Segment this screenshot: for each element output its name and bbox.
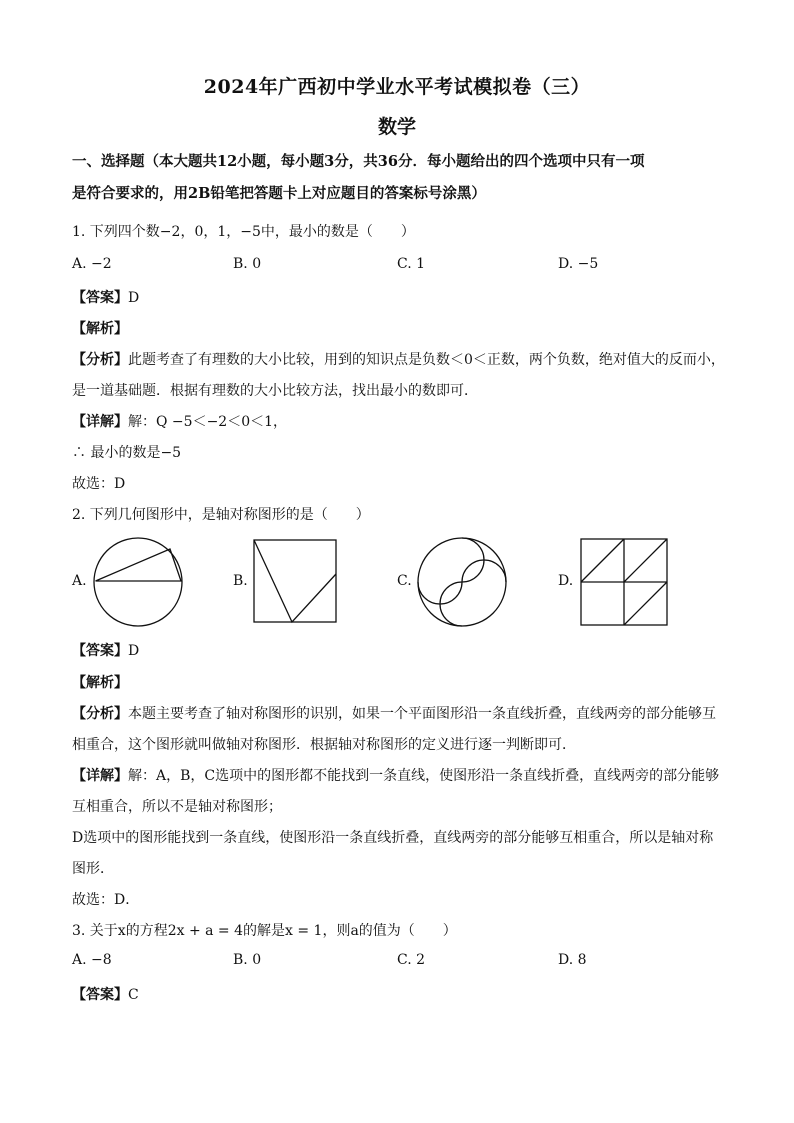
q2-figure-d-label: D.: [558, 573, 574, 589]
q2-detail-label: 【详解】: [72, 768, 128, 784]
q1-choice: 故选：D: [72, 476, 126, 492]
q1-answer: [72, 287, 139, 307]
square-with-triangle-icon: [252, 538, 338, 624]
q3-option-d: D. 8: [558, 952, 587, 968]
q3-option-a: A. −8: [72, 952, 112, 968]
q2-detail-line3: D选项中的图形能找到一条直线，使图形沿一条直线折叠，直线两旁的部分能够互相重合，所以是轴对称: [72, 830, 714, 846]
q1-option-c: C. 1: [397, 256, 426, 272]
q1-answer-label: 【答案】: [72, 290, 128, 306]
q1-option-d: D. −5: [558, 256, 599, 272]
q1-analysis-title: 【解析】: [72, 321, 128, 337]
q2-figure-a-label: A.: [72, 573, 87, 589]
q3-stem: 3. 关于x的方程2x + a = 4的解是x = 1，则a的值为（ ）: [72, 923, 457, 939]
q2-answer-value: D: [128, 643, 140, 659]
q2-analysis-text1: 本题主要考查了轴对称图形的识别，如果一个平面图形沿一条直线折叠，直线两旁的部分能够互: [128, 706, 716, 722]
q2-choice: 故选：D．: [72, 892, 140, 908]
q2-analysis-line2: 相重合，这个图形就叫做轴对称图形．根据轴对称图形的定义进行逐一判断即可．: [72, 737, 576, 753]
section-heading-line1: 一、选择题（本大题共12小题，每小题3分，共36分．每小题给出的四个选项中只有一项: [72, 153, 645, 170]
q2-analysis-label: 【分析】: [72, 706, 128, 722]
q2-detail-line1: [72, 765, 719, 785]
q2-analysis-title: 【解析】: [72, 675, 128, 691]
q1-analysis-line1: [72, 349, 725, 369]
page-title: 2024年广西初中学业水平考试模拟卷（三）: [203, 76, 591, 98]
q1-analysis-text1: 此题考查了有理数的大小比较，用到的知识点是负数＜0＜正数，两个负数，绝对值大的反而小，: [128, 352, 725, 368]
q1-detail-line2: ∴ 最小的数是−5: [72, 445, 182, 461]
four-square-grid-icon: [579, 537, 669, 627]
q3-answer-label: 【答案】: [72, 987, 128, 1003]
q1-detail-line1: [72, 411, 287, 431]
q1-analysis-line2: 是一道基础题．根据有理数的大小比较方法，找出最小的数即可．: [72, 383, 478, 399]
q1-option-a: A. −2: [72, 256, 112, 272]
q3-option-b: B. 0: [233, 952, 262, 968]
section-heading-line2: 是符合要求的，用2B铅笔把答题卡上对应题目的答案标号涂黑）: [72, 185, 486, 202]
q2-detail-text1: 解：A，B，C选项中的图形都不能找到一条直线，使图形沿一条直线折叠，直线两旁的部分能够: [128, 768, 720, 784]
q1-detail-text1: 解：Q −5＜−2＜0＜1，: [128, 414, 288, 430]
q2-analysis-line1: [72, 703, 716, 723]
q1-answer-value: D: [128, 290, 140, 306]
q3-answer: [72, 984, 139, 1004]
q1-option-b: B. 0: [233, 256, 262, 272]
q2-figure-c-label: C.: [397, 573, 412, 589]
q2-answer: [72, 640, 139, 660]
q2-stem: 2. 下列几何图形中，是轴对称图形的是（ ）: [72, 507, 370, 523]
subject-title: 数学: [377, 116, 416, 138]
q2-answer-label: 【答案】: [72, 643, 128, 659]
circle-with-inscribed-triangle-icon: [92, 536, 184, 628]
q1-detail-label: 【详解】: [72, 414, 128, 430]
q1-analysis-label: 【分析】: [72, 352, 128, 368]
q2-detail-line2: 互相重合，所以不是轴对称图形；: [72, 799, 282, 815]
q1-stem: 1. 下列四个数−2，0，1，−5中，最小的数是（ ）: [72, 224, 415, 240]
q3-answer-value: C: [128, 987, 139, 1003]
q2-detail-line4: 图形．: [72, 861, 114, 877]
q3-option-c: C. 2: [397, 952, 426, 968]
taiji-circle-icon: [416, 536, 508, 628]
q2-figure-b-label: B.: [233, 573, 248, 589]
